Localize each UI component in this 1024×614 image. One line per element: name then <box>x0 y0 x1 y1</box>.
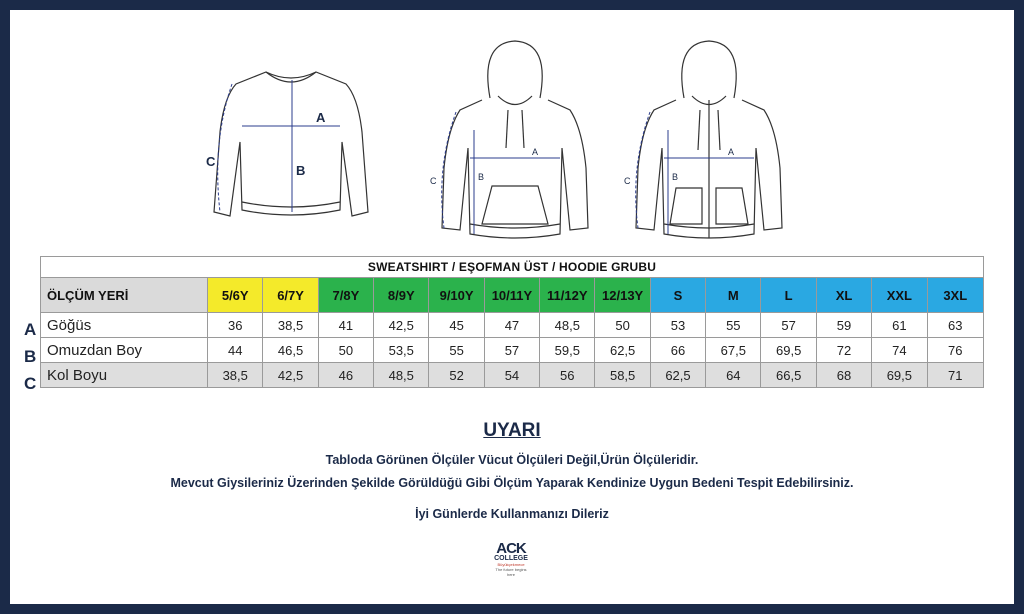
label-a: A <box>728 147 735 157</box>
table-cell: 69,5 <box>761 338 816 363</box>
row-label: Omuzdan Boy <box>41 338 208 363</box>
size-header: S <box>650 278 705 313</box>
table-cell: 55 <box>429 338 484 363</box>
warning-title: UYARI <box>483 420 541 441</box>
table-cell: 69,5 <box>872 363 927 388</box>
warning-line-3: İyi Günlerde Kullanmanızı Dileriz <box>415 507 609 521</box>
size-header: 12/13Y <box>595 278 650 313</box>
label-b: B <box>296 163 306 178</box>
label-c: C <box>206 154 216 169</box>
label-b: B <box>672 172 679 182</box>
table-cell: 48,5 <box>374 363 429 388</box>
size-header: 8/9Y <box>374 278 429 313</box>
table-cell: 58,5 <box>595 363 650 388</box>
size-header: XL <box>816 278 871 313</box>
sweatshirt-illustration <box>206 62 376 237</box>
college-logo <box>491 540 531 577</box>
table-cell: 57 <box>761 313 816 338</box>
label-a: A <box>532 147 539 157</box>
table-cell: 64 <box>706 363 761 388</box>
label-c: C <box>430 176 437 186</box>
header-label: ÖLÇÜM YERİ <box>41 278 208 313</box>
table-cell: 59,5 <box>540 338 595 363</box>
table-cell: 53,5 <box>374 338 429 363</box>
row-letter-b: B <box>24 347 37 366</box>
table-cell: 63 <box>927 313 983 338</box>
table-cell: 68 <box>816 363 871 388</box>
warning-line-1: Tabloda Görünen Ölçüler Vücut Ölçüleri Değil,Ürün Ölçüleridir. <box>325 453 699 467</box>
table-cell: 55 <box>706 313 761 338</box>
table-cell: 42,5 <box>263 363 318 388</box>
size-header: 6/7Y <box>263 278 318 313</box>
label-a: A <box>316 110 326 125</box>
size-header: 7/8Y <box>318 278 373 313</box>
table-cell: 74 <box>872 338 927 363</box>
size-table <box>40 256 984 388</box>
table-cell: 56 <box>540 363 595 388</box>
table-cell: 41 <box>318 313 373 338</box>
table-cell: 62,5 <box>595 338 650 363</box>
size-header: 9/10Y <box>429 278 484 313</box>
table-cell: 42,5 <box>374 313 429 338</box>
table-cell: 57 <box>484 338 539 363</box>
logo-slogan: The future begins here <box>495 567 527 577</box>
size-chart-sheet <box>10 10 1014 604</box>
table-cell: 76 <box>927 338 983 363</box>
table-cell: 72 <box>816 338 871 363</box>
warning-line-2: Mevcut Giysileriniz Üzerinden Şekilde Görüldüğü Gibi Ölçüm Yaparak Kendinize Uygun Bedeni Tespit Edebilirsiniz. <box>170 476 854 490</box>
label-b: B <box>478 172 485 182</box>
size-header: 5/6Y <box>208 278 263 313</box>
table-row <box>41 363 984 388</box>
size-header: XXL <box>872 278 927 313</box>
table-cell: 59 <box>816 313 871 338</box>
size-header: 11/12Y <box>540 278 595 313</box>
table-cell: 66 <box>650 338 705 363</box>
row-letter-a: A <box>24 320 37 339</box>
size-header: 3XL <box>927 278 983 313</box>
table-cell: 71 <box>927 363 983 388</box>
table-cell: 38,5 <box>208 363 263 388</box>
table-cell: 36 <box>208 313 263 338</box>
table-title: SWEATSHIRT / EŞOFMAN ÜST / HOODIE GRUBU <box>41 257 984 278</box>
logo-script: Büyükçekmece <box>497 562 525 567</box>
table-cell: 66,5 <box>761 363 816 388</box>
table-cell: 45 <box>429 313 484 338</box>
size-header: L <box>761 278 816 313</box>
hoodie-drawing <box>430 38 600 248</box>
logo-mark: ACK <box>496 540 526 557</box>
table-cell: 48,5 <box>540 313 595 338</box>
zip-hoodie-illustration <box>624 38 794 248</box>
table-cell: 38,5 <box>263 313 318 338</box>
size-header: M <box>706 278 761 313</box>
table-cell: 50 <box>595 313 650 338</box>
zip-hoodie-drawing <box>624 38 794 248</box>
logo-name: COLLEGE <box>494 555 528 562</box>
table-row <box>41 313 984 338</box>
row-letter-c: C <box>24 374 37 393</box>
table-cell: 52 <box>429 363 484 388</box>
table-cell: 62,5 <box>650 363 705 388</box>
table-cell: 50 <box>318 338 373 363</box>
table-cell: 46 <box>318 363 373 388</box>
label-c: C <box>624 176 631 186</box>
table-cell: 54 <box>484 363 539 388</box>
table-header-row <box>41 278 984 313</box>
row-label: Göğüs <box>41 313 208 338</box>
sweatshirt-drawing <box>206 62 376 237</box>
table-cell: 47 <box>484 313 539 338</box>
table-cell: 67,5 <box>706 338 761 363</box>
table-row <box>41 338 984 363</box>
row-label: Kol Boyu <box>41 363 208 388</box>
size-header: 10/11Y <box>484 278 539 313</box>
table-cell: 53 <box>650 313 705 338</box>
table-cell: 46,5 <box>263 338 318 363</box>
table-cell: 61 <box>872 313 927 338</box>
hoodie-illustration <box>430 38 600 248</box>
table-cell: 44 <box>208 338 263 363</box>
